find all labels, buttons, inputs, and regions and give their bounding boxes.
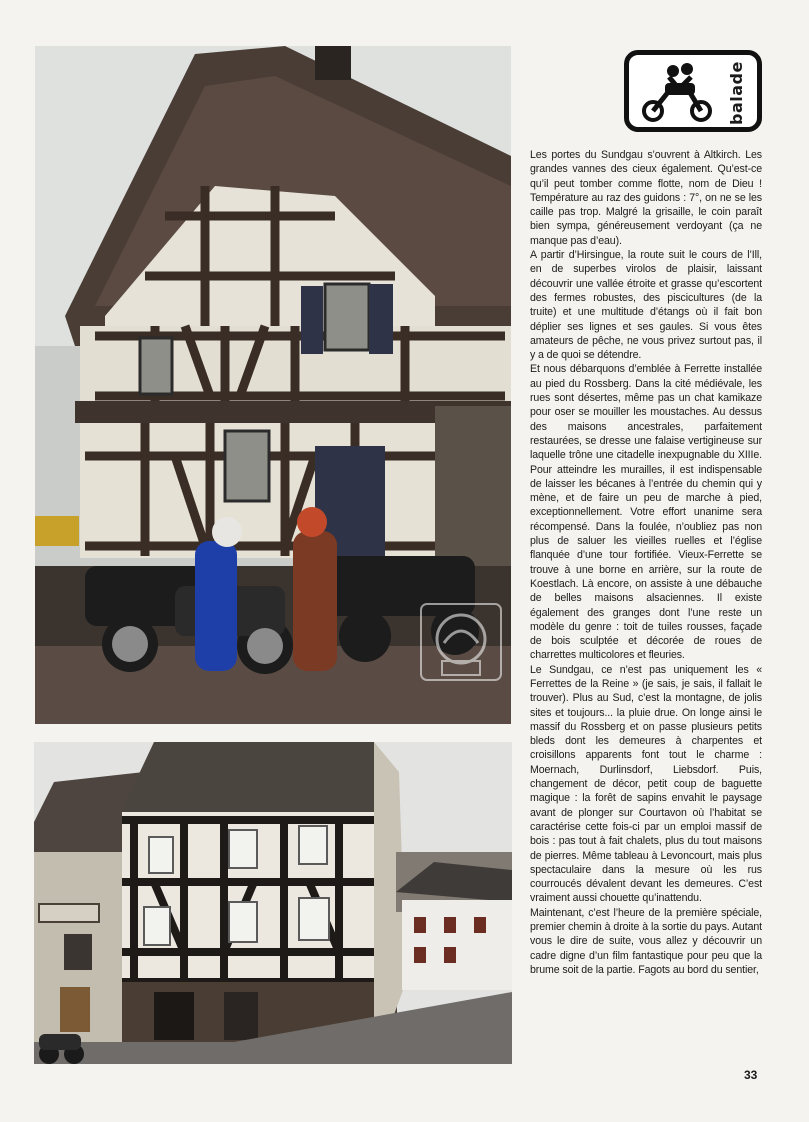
article-paragraph: A partir d’Hirsingue, la route suit le cours de l’Ill, en de superbes virolos de plaisir, laissant découvrir une vallée étroite et grasse qu’escortent des fermes robustes, des piscicultures (de la truite) et une multitude d’étangs où il fait bon déplier ses lignes et ses gaules. Si vous êtes amateurs de pêche, ne vous privez surtout pas, il y a de quoi se détendre. xyxy=(530,249,762,362)
page-number: 33 xyxy=(744,1068,758,1082)
article-paragraph: Les portes du Sundgau s’ouvrent à Altkirch. Les grandes vannes des cieux également. Qu’est-ce qu’il peut tomber comme flotte, nom de Dieu ! Température au raz des guidons : 7°, on ne se les caille pas trop. Malgré la grisaille, le coin paraît bien sympa, généreusement verdoyant (ça ne manque pas d’eau). xyxy=(530,149,762,247)
section-badge xyxy=(624,50,762,132)
article-body xyxy=(530,148,762,977)
article-paragraph: Et nous débarquons d’emblée à Ferrette installée au pied du Rossberg. Dans la cité médiévale, les rues sont désertes, même pas un chat kamikaze pour oser se mouiller les moustaches. Au dessus des maisons ancestrales, parfaitement restaurées, se dresse une falaise vertigineuse sur laquelle trône une citadelle inexpugnable du XIIIe. Pour atteindre les murailles, il est indispensable de laisser les bécanes à l’entrée du chemin qui y mène, et de faire un peu de marche à pied, exceptionnellement. Votre effort unanime sera récompensé. Dans la foulée, n’oubliez pas non plus de saluer les vieilles ruelles et l’église flanquée d’une tour fortifiée. Vieux-Ferrette se trouve à une borne en arrière, sur la route de Koestlach. Là encore, on assiste à une débauche de belles maisons alsaciennes. Il existe également des granges dont l’une reste un modèle du genre : toit de tuiles rousses, façade de bois sculptée et décorée de roues de charrettes multicolores et fleuries. xyxy=(530,363,762,662)
photo-village-street xyxy=(34,742,512,1064)
article-paragraph: Maintenant, c’est l’heure de la première spéciale, premier chemin à droite à la sortie du pays. Autant vous le dire de suite, vous allez y découvrir un cadre digne d’un film fantastique pour peu que la brume soit de la partie. Fagots au bord du sentier, xyxy=(530,906,762,976)
badge-label: balade xyxy=(727,61,746,125)
motorcycle-riders-icon xyxy=(639,61,723,125)
article-paragraph: Le Sundgau, ce n’est pas uniquement les « Ferrettes de la Reine » (je sais, je sais, il fallait le trouver). Plus au Sud, c’est la montagne, de jolis sites et toujours... la pluie drue. On longe ainsi le massif du Rossberg et on passe plusieurs petits bleds dont les demeures à charpentes et croisillons apparents font tout le charme : Moernach, Durlinsdorf, Liebsdorf. Puis, changement de décor, petit coup de baguette magique : la forêt de sapins envahit le paysage avant de plonger sur Courtavon où l’habitat se caractérise cette fois-ci par un emploi massif de bois : pas tout à fait chalets, plus du tout maisons de pierres. Même tableau à Levoncourt, mais plus spectaculaire dans la mesure où les rus courroucés dévalent devant les demeures. C’est vraiment aussi chouette qu’inattendu. xyxy=(530,663,762,905)
watermark-logo xyxy=(420,603,502,681)
